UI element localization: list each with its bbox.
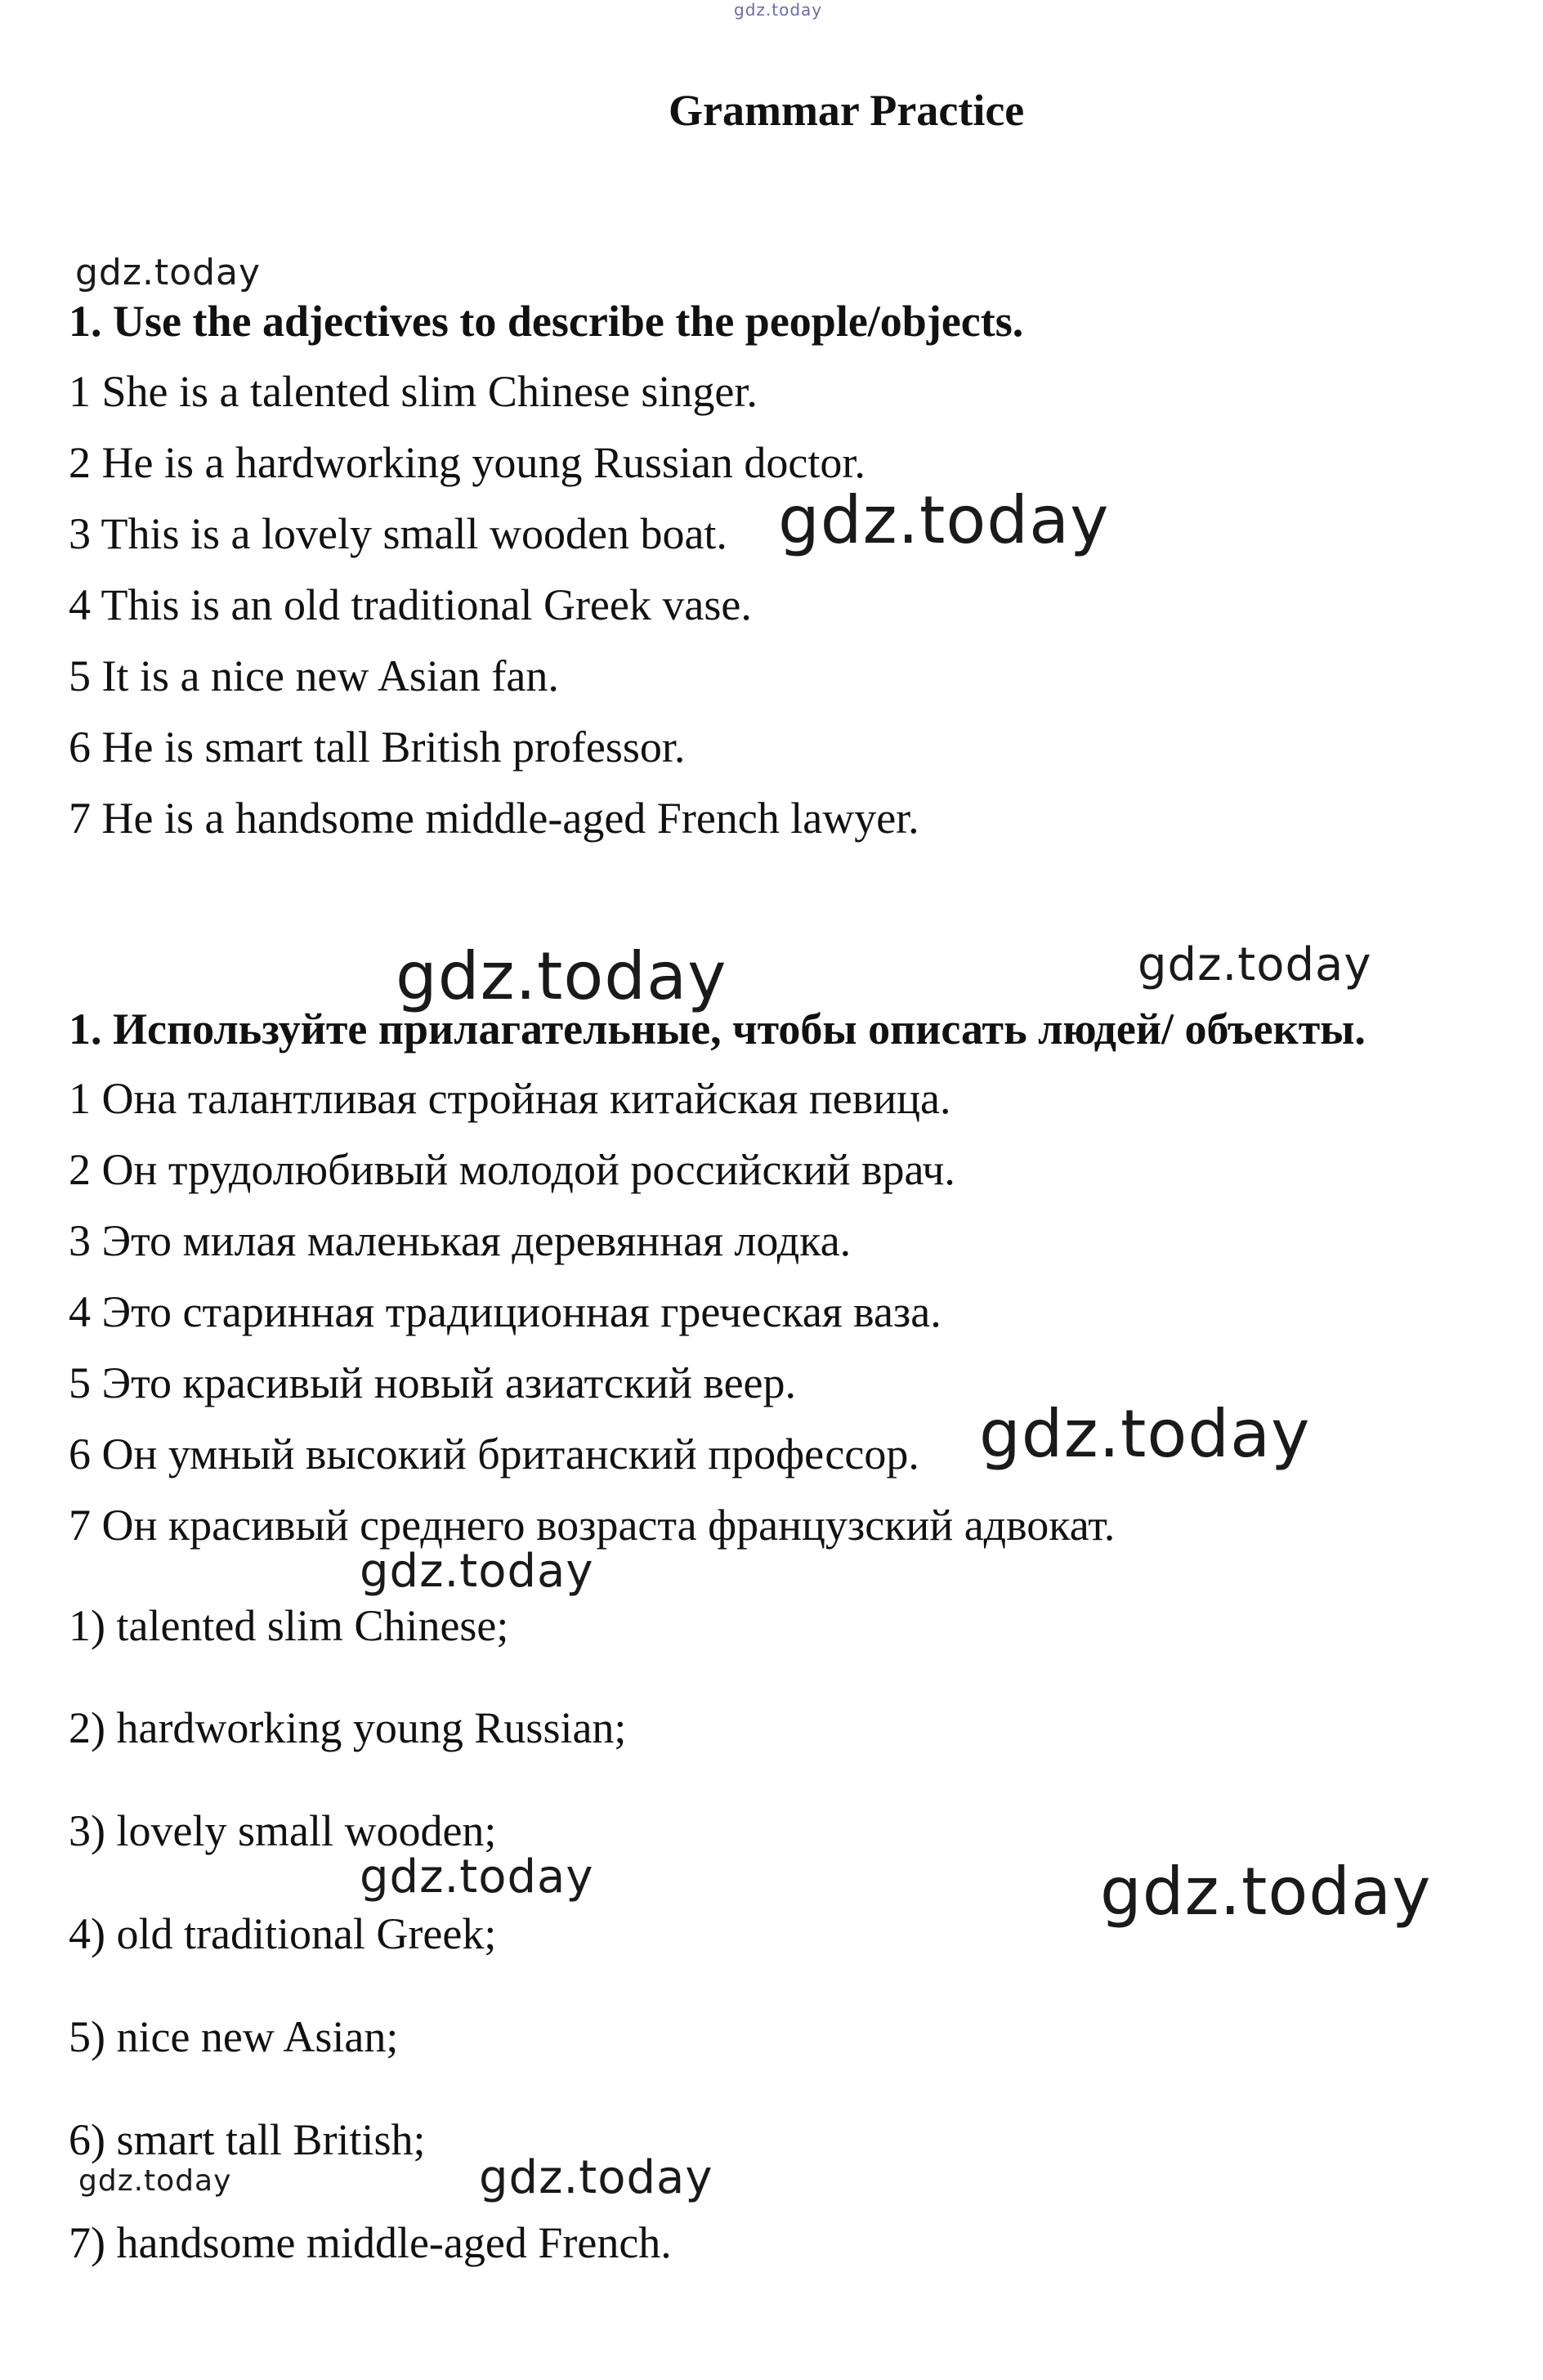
list-item: 2 Он трудолюбивый молодой российский врач. — [69, 1145, 955, 1194]
page-title: Grammar Practice — [669, 86, 1025, 135]
list-item: 4 This is an old traditional Greek vase. — [69, 580, 752, 629]
watermark: gdz.today — [360, 1850, 594, 1904]
list-item: 1 She is a talented slim Chinese singer. — [69, 367, 758, 416]
list-item: 6 He is smart tall British professor. — [69, 722, 686, 772]
section-heading-en: 1. Use the adjectives to describe the people/objects. — [69, 297, 1024, 346]
answer-item: 3) lovely small wooden; — [69, 1806, 497, 1855]
watermark: gdz.today — [1100, 1854, 1432, 1930]
watermark: gdz.today — [979, 1396, 1311, 1472]
list-item: 1 Она талантливая стройная китайская певица. — [69, 1074, 951, 1123]
watermark-top: gdz.today — [734, 0, 823, 20]
list-item: 4 Это старинная традиционная греческая ваза. — [69, 1287, 941, 1336]
watermark: gdz.today — [78, 2164, 232, 2198]
answer-item: 6) smart tall British; — [69, 2115, 426, 2164]
watermark: gdz.today — [360, 1545, 594, 1598]
watermark: gdz.today — [778, 482, 1110, 558]
list-item: 5 It is a nice new Asian fan. — [69, 651, 559, 700]
watermark: gdz.today — [479, 2151, 713, 2204]
watermark: gdz.today — [396, 938, 727, 1014]
list-item: 2 He is a hardworking young Russian doctor. — [69, 438, 865, 487]
answer-item: 7) handsome middle-aged French. — [69, 2218, 672, 2267]
list-item: 7 He is a handsome middle-aged French lawyer. — [69, 794, 919, 843]
answer-item: 1) talented slim Chinese; — [69, 1601, 509, 1650]
list-item: 6 Он умный высокий британский профессор. — [69, 1429, 919, 1479]
answer-item: 5) nice new Asian; — [69, 2012, 399, 2061]
list-item: 3 This is a lovely small wooden boat. — [69, 509, 727, 558]
answer-item: 4) old traditional Greek; — [69, 1909, 497, 1958]
watermark: gdz.today — [75, 252, 262, 293]
watermark: gdz.today — [1138, 938, 1372, 991]
list-item: 7 Он красивый среднего возраста французский адвокат. — [69, 1501, 1116, 1550]
list-item: 5 Это красивый новый азиатский веер. — [69, 1358, 796, 1407]
answer-item: 2) hardworking young Russian; — [69, 1703, 627, 1752]
list-item: 3 Это милая маленькая деревянная лодка. — [69, 1216, 852, 1265]
section-heading-ru: 1. Используйте прилагательные, чтобы описать людей/ объекты. — [69, 1004, 1366, 1054]
